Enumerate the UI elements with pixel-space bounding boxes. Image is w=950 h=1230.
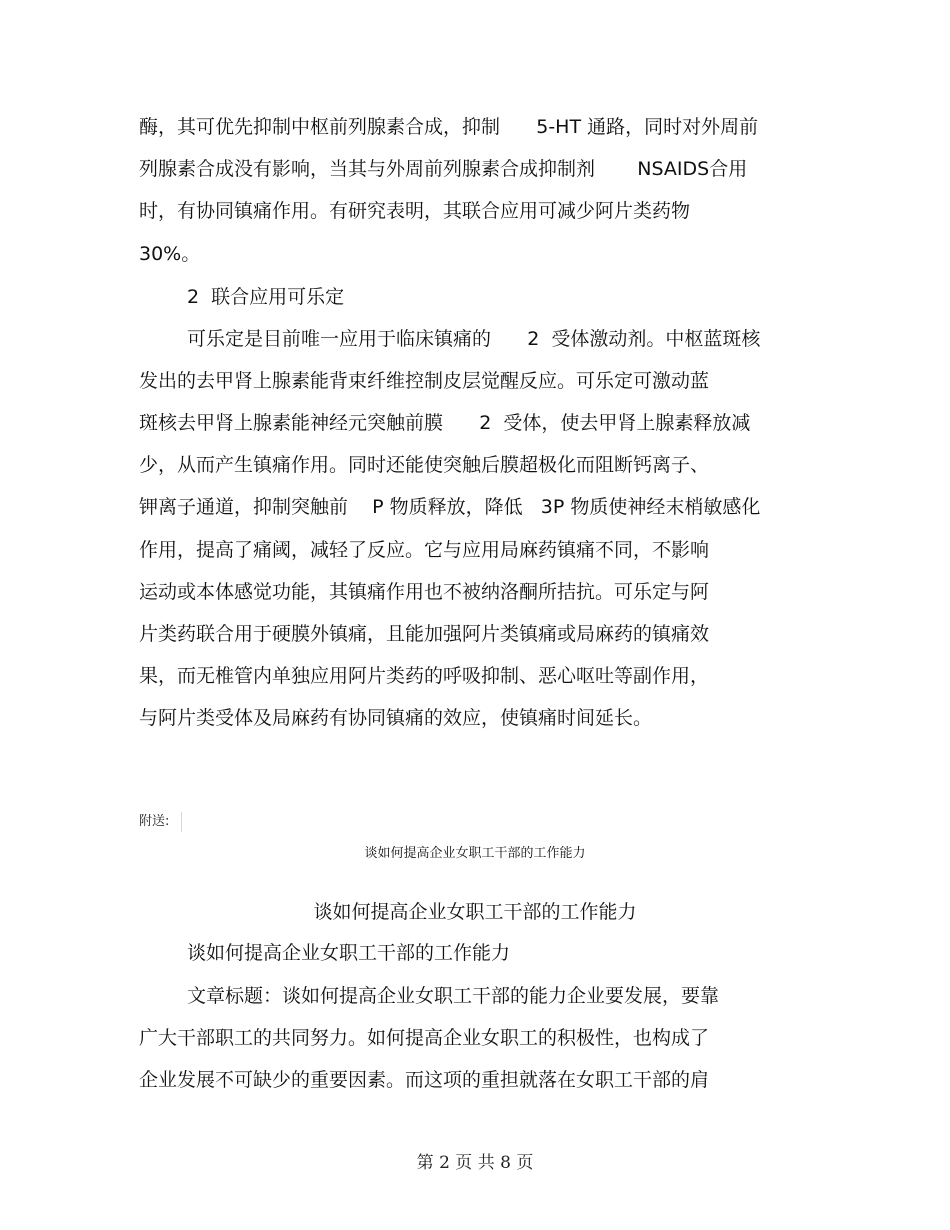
body-line-9: 少，从而产生镇痛作用。同时还能使突触后膜超极化而阻断钙离子、 <box>139 454 710 476</box>
body-line-2: 列腺素合成没有影响，当其与外周前列腺素合成抑制剂 NSAIDS合用 <box>139 158 748 180</box>
article-subtitle: 谈如何提高企业女职工干部的工作能力 <box>187 942 511 964</box>
body-line-8: 斑核去甲肾上腺素能神经元突触前膜 2 受体，使去甲肾上腺素释放减 <box>139 412 751 434</box>
attachment-small-title: 谈如何提高企业女职工干部的工作能力 <box>364 846 586 861</box>
body-line-13: 片类药联合用于硬膜外镇痛，且能加强阿片类镇痛或局麻药的镇痛效 <box>139 623 710 645</box>
body-line-11: 作用，提高了痛阈，减轻了反应。它与应用局麻药镇痛不同，不影响 <box>139 539 710 561</box>
article-title: 谈如何提高企业女职工干部的工作能力 <box>313 901 637 923</box>
page-number-footer: 第 2 页 共 8 页 <box>416 1153 534 1173</box>
attachment-label: 附送: <box>139 812 182 832</box>
body-line-4: 30%。 <box>139 243 201 265</box>
body-line-14: 果，而无椎管内单独应用阿片类药的呼吸抑制、恶心呕吐等副作用， <box>139 665 710 687</box>
body-line-7: 发出的去甲肾上腺素能背束纤维控制皮层觉醒反应。可乐定可激动蓝 <box>139 370 710 392</box>
body-line-6: 可乐定是目前唯一应用于临床镇痛的 2 受体激动剂。中枢蓝斑核 <box>187 328 761 350</box>
body-line-3: 时，有协同镇痛作用。有研究表明，其联合应用可减少阿片类药物 <box>139 200 691 222</box>
body-line-10: 钾离子通道，抑制突触前 P 物质释放，降低 3P 物质使神经末梢敏感化 <box>139 496 761 518</box>
article-line-3: 企业发展不可缺少的重要因素。而这项的重担就落在女职工干部的肩 <box>139 1069 710 1091</box>
body-line-15: 与阿片类受体及局麻药有协同镇痛的效应，使镇痛时间延长。 <box>139 707 653 729</box>
section-heading: 2 联合应用可乐定 <box>187 286 345 308</box>
article-line-1: 文章标题：谈如何提高企业女职工干部的能力企业要发展，要靠 <box>187 985 720 1007</box>
body-line-1: 酶，其可优先抑制中枢前列腺素合成，抑制 5-HT 通路，同时对外周前 <box>139 116 759 138</box>
article-line-2: 广大干部职工的共同努力。如何提高企业女职工的积极性，也构成了 <box>139 1027 710 1049</box>
body-line-12: 运动或本体感觉功能，其镇痛作用也不被纳洛酮所拮抗。可乐定与阿 <box>139 581 710 603</box>
